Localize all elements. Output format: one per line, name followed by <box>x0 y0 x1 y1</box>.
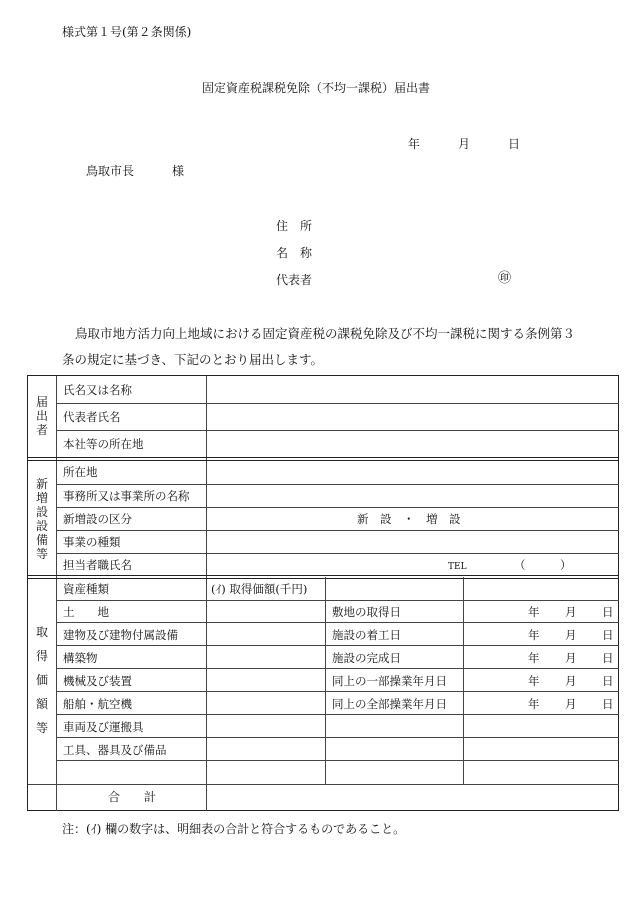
date-item-construction-start: 施設の着工日 <box>332 628 401 642</box>
date-item-partial-operation: 同上の一部操業年月日 <box>332 674 447 688</box>
asset-type-vessels: 船舶・航空機 <box>63 697 132 711</box>
addressee: 鳥取市長 <box>86 164 135 178</box>
ymd-month: 月 <box>565 628 577 642</box>
row-line <box>56 430 619 431</box>
row-label-contact-person: 担当者職氏名 <box>63 558 132 572</box>
ymd-day: 日 <box>602 651 614 665</box>
ymd-day: 日 <box>602 674 614 688</box>
row-line <box>56 484 619 485</box>
body-text-line2: 条の規定に基づき、下記のとおり届出します。 <box>62 352 324 367</box>
row-line <box>56 403 619 404</box>
section-divider <box>28 575 619 579</box>
date-year-label: 年 <box>408 137 421 151</box>
row-label-business-type: 事業の種類 <box>63 535 121 549</box>
row-line <box>56 530 619 531</box>
row-line <box>56 622 619 623</box>
section-divider <box>28 457 619 461</box>
section-label-acquisition: 取 得 価 額 等 <box>35 625 48 735</box>
form-number: 様式第１号(第２条関係) <box>62 25 192 39</box>
date-day-label: 日 <box>508 137 521 151</box>
total-label: 合 計 <box>108 790 157 804</box>
asset-type-structures: 構築物 <box>63 651 98 665</box>
row-label-rep-name: 代表者氏名 <box>63 410 121 424</box>
section-label-applicant: 届 出 者 <box>35 395 48 437</box>
row-line <box>56 760 619 761</box>
date-item-completion: 施設の完成日 <box>332 651 401 665</box>
asset-type-machinery: 機械及び装置 <box>63 674 132 688</box>
ymd-year: 年 <box>528 605 540 619</box>
row-label-category: 新増設の区分 <box>63 512 132 526</box>
applicant-rep-label: 代表者 <box>276 273 313 287</box>
row-line <box>56 600 619 601</box>
ymd-year: 年 <box>528 674 540 688</box>
total-row-line <box>28 784 619 785</box>
row-label-location: 所在地 <box>63 465 98 479</box>
asset-type-buildings: 建物及び建物付属設備 <box>63 628 178 642</box>
row-line <box>56 507 619 508</box>
category-value: 新 設 ・ 増 設 <box>357 512 461 526</box>
label-column-line <box>56 376 57 811</box>
ymd-year: 年 <box>528 628 540 642</box>
ymd-day: 日 <box>602 605 614 619</box>
tel-label: TEL <box>448 562 467 572</box>
notification-form-table <box>27 375 619 811</box>
date-month-label: 月 <box>458 137 471 151</box>
ymd-year: 年 <box>528 651 540 665</box>
ymd-year: 年 <box>528 697 540 711</box>
value-column-line <box>325 577 326 784</box>
row-line <box>56 714 619 715</box>
ymd-day: 日 <box>602 628 614 642</box>
ymd-day: 日 <box>602 697 614 711</box>
applicant-address-label: 住 所 <box>276 219 313 233</box>
addressee-honorific: 様 <box>172 164 185 178</box>
row-line <box>56 668 619 669</box>
ymd-month: 月 <box>565 674 577 688</box>
ymd-month: 月 <box>565 605 577 619</box>
body-text-line1: 鳥取市地方活力向上地域における固定資産税の課税免除及び不均一課税に関する条例第３ <box>75 326 576 341</box>
row-line <box>56 645 619 646</box>
header-asset-type: 資産種類 <box>63 582 109 596</box>
ymd-month: 月 <box>565 651 577 665</box>
ymd-month: 月 <box>565 697 577 711</box>
applicant-name-label: 名 称 <box>276 246 313 260</box>
date-item-full-operation: 同上の全部操業年月日 <box>332 697 447 711</box>
footnote: 注：(ｲ) 欄の数字は、明細表の合計と符合するものであること。 <box>62 822 406 836</box>
row-label-office-name: 事務所又は事業所の名称 <box>63 489 190 503</box>
content-column-line <box>206 376 207 811</box>
section-label-new-facility: 新 増 設 設 備 等 <box>35 477 48 561</box>
row-line <box>56 553 619 554</box>
row-line <box>56 691 619 692</box>
asset-type-land: 土 地 <box>63 605 109 619</box>
asset-type-vehicles: 車両及び運搬具 <box>63 720 144 734</box>
row-label-hq-address: 本社等の所在地 <box>63 437 144 451</box>
form-title: 固定資産税課税免除（不均一課税）届出書 <box>202 81 431 95</box>
header-acquisition-value: (ｲ) 取得価額(千円) <box>211 582 308 596</box>
date-item-site-acquired: 敷地の取得日 <box>332 605 401 619</box>
asset-type-tools: 工具、器具及び備品 <box>63 743 167 757</box>
seal-mark: ㊞ <box>498 271 512 286</box>
row-line <box>56 737 619 738</box>
date-column-line <box>463 577 464 784</box>
row-label-name: 氏名又は名称 <box>63 383 132 397</box>
tel-parens: （ ） <box>514 558 572 572</box>
